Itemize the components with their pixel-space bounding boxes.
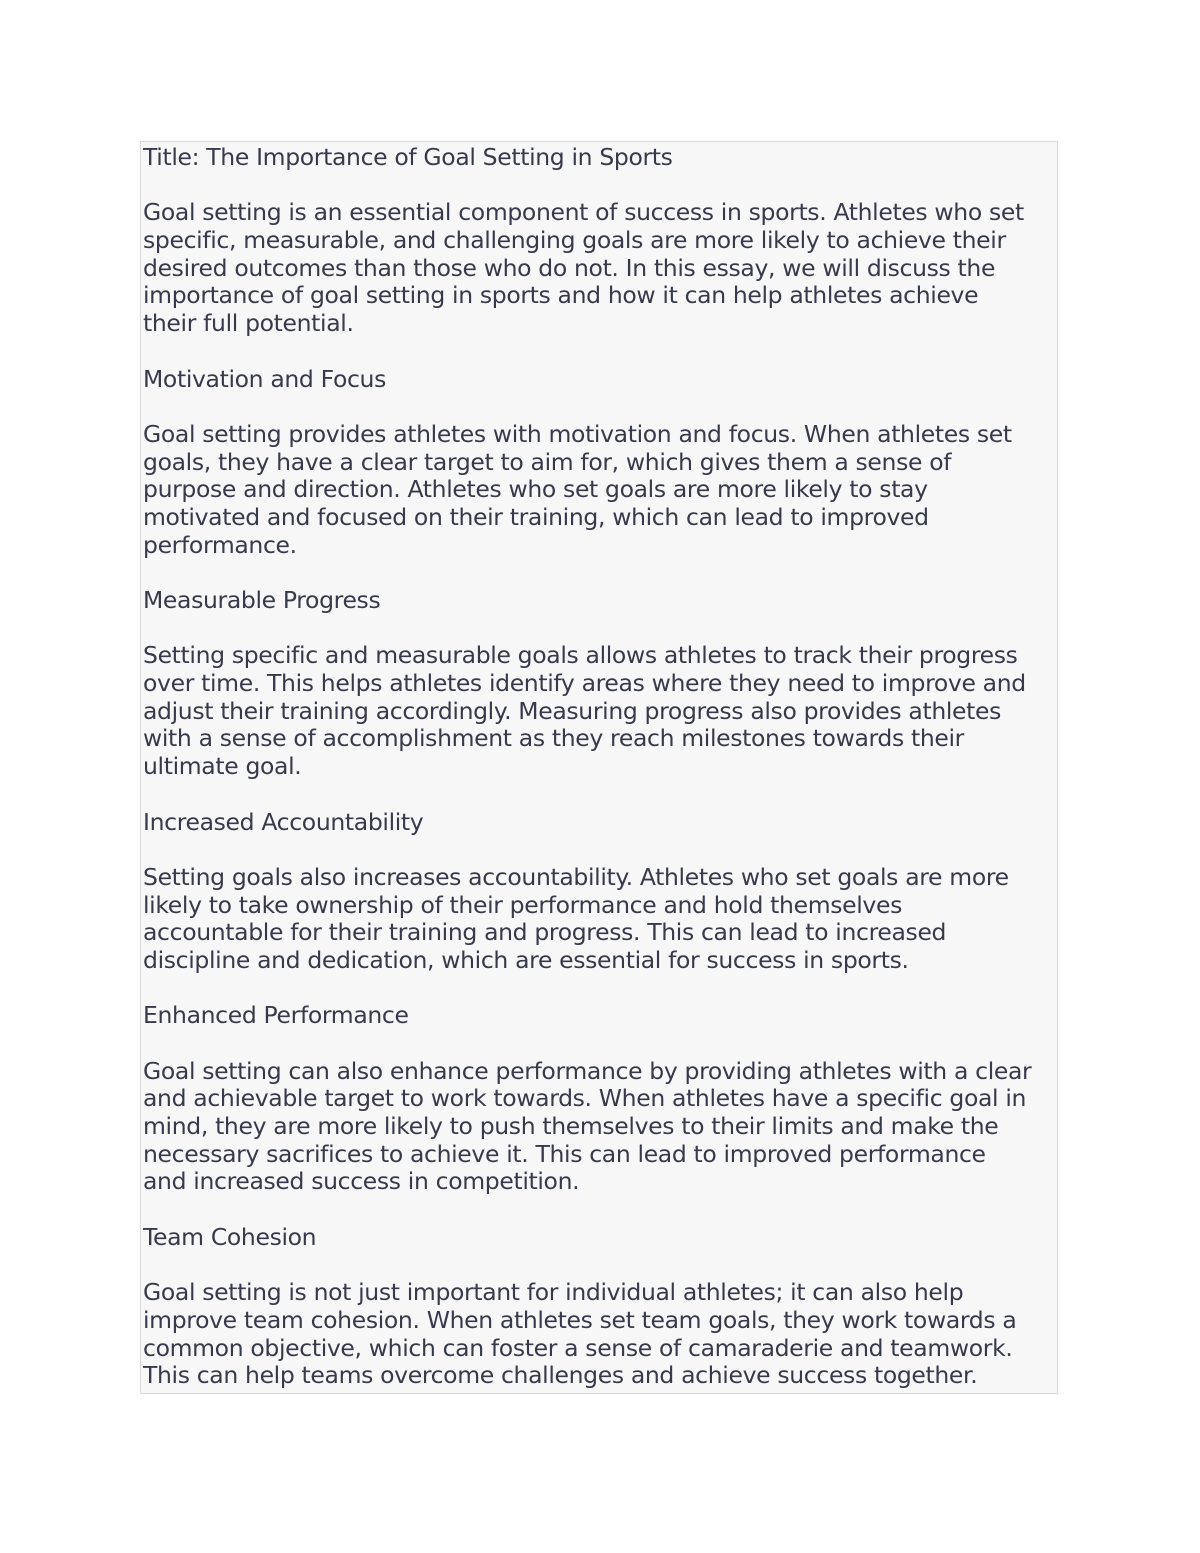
paragraph-line: specific, measurable, and challenging goals are more likely to achieve their [143,226,1006,255]
paragraph-line: ultimate goal. [143,752,302,781]
section-heading: Increased Accountability [143,807,424,836]
blank-line [143,393,1057,421]
paragraph-line: accountable for their training and progress. This can lead to increased [143,918,947,947]
section-heading: Team Cohesion [143,1222,317,1251]
paragraph-line: Goal setting is not just important for individual athletes; it can also help [143,1278,964,1307]
paragraph-line: with a sense of accomplishment as they reach milestones towards their [143,724,964,753]
section-paragraph [143,1279,1057,1390]
intro-paragraph [143,199,1057,337]
section-heading: Measurable Progress [143,586,381,614]
paragraph-line: discipline and dedication, which are essential for success in sports. [143,945,909,974]
paragraph-line: purpose and direction. Athletes who set goals are more likely to stay [143,475,928,504]
paragraph-line: goals, they have a clear target to aim for, which gives them a sense of [143,447,952,476]
paragraph-line: importance of goal setting in sports and how it can help athletes achieve [143,281,979,310]
section-heading: Motivation and Focus [143,364,386,393]
blank-line [143,781,1057,809]
paragraph-line: improve team cohesion. When athletes set team goals, they work towards a [143,1305,1017,1334]
paragraph-line: adjust their training accordingly. Measuring progress also provides athletes [143,696,1002,725]
paragraph-line: mind, they are more likely to push themselves to their limits and make the [143,1112,999,1141]
paragraph-line: motivated and focused on their training, which can lead to improved [143,502,929,531]
paragraph-line: Goal setting is an essential component of success in sports. Athletes who set [143,198,1024,227]
paragraph-line: desired outcomes than those who do not. In this essay, we will discuss the [143,253,996,282]
paragraph-line: Setting specific and measurable goals allows athletes to track their progress [143,641,1018,670]
paragraph-line: necessary sacrifices to achieve it. This can lead to improved performance [143,1139,986,1168]
paragraph-line: Goal setting provides athletes with motivation and focus. When athletes set [143,419,1012,448]
blank-line [143,1252,1057,1280]
section-paragraph [143,864,1057,975]
paragraph-line: performance. [143,530,297,559]
paragraph-line: common objective, which can foster a sense of camaraderie and teamwork. [143,1333,1013,1362]
blank-line [143,559,1057,587]
section-heading: Enhanced Performance [143,1001,409,1030]
essay-text-box [140,141,1058,1394]
paragraph-line: Setting goals also increases accountability. Athletes who set goals are more [143,862,1009,891]
paragraph-line: likely to take ownership of their performance and hold themselves [143,890,902,919]
paragraph-line: Goal setting can also enhance performance by providing athletes with a clear [143,1056,1032,1085]
blank-line [143,1196,1057,1224]
blank-line [143,975,1057,1003]
blank-line [143,836,1057,864]
paragraph-line: This can help teams overcome challenges and achieve success together. [143,1361,978,1390]
section-paragraph [143,1058,1057,1196]
blank-line [143,1030,1057,1058]
paragraph-line: and achievable target to work towards. When athletes have a specific goal in [143,1084,1027,1113]
blank-line [143,615,1057,643]
paragraph-line: over time. This helps athletes identify areas where they need to improve and [143,669,1026,698]
blank-line [143,338,1057,366]
section-paragraph [143,642,1057,780]
section-paragraph [143,421,1057,559]
paragraph-line: and increased success in competition. [143,1167,580,1196]
essay-title: Title: The Importance of Goal Setting in Sports [143,143,673,171]
paragraph-line: their full potential. [143,309,354,338]
blank-line [143,172,1057,200]
